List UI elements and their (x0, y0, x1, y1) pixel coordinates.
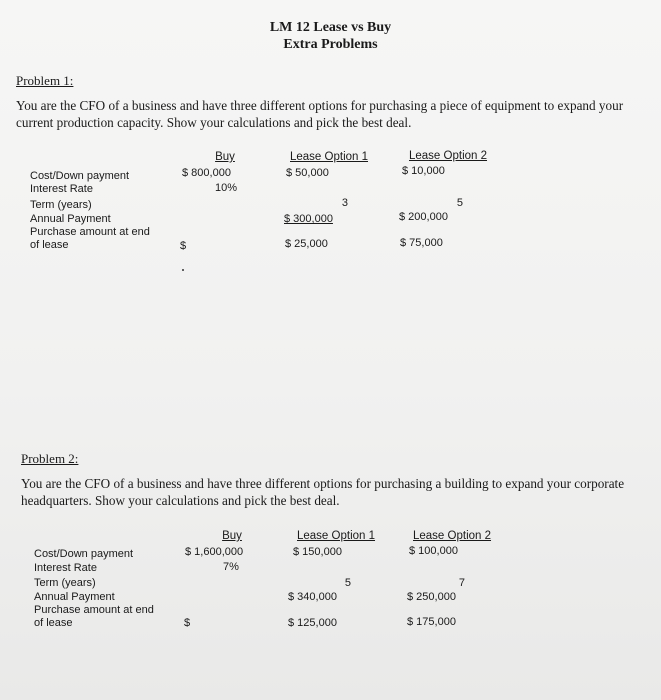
lease2-cost: $ 10,000 (402, 165, 445, 177)
lease1-payment: $ 340,000 (288, 591, 337, 603)
lease2-term: 7 (458, 577, 465, 589)
problem2-heading: Problem 2: (21, 451, 79, 466)
lease2-payment: $ 250,000 (407, 591, 456, 603)
lease1-purchase: $ 25,000 (285, 238, 328, 250)
buy-cost: $ 1,600,000 (185, 546, 244, 558)
row-label: Purchase amount at end (30, 226, 150, 238)
column-header-lease2: Lease Option 2 (413, 530, 492, 542)
lease2-payment: $ 200,000 (399, 211, 448, 223)
lease2-purchase: $ 75,000 (400, 237, 443, 249)
problem1-heading: Problem 1: (16, 73, 74, 88)
lease1-term: 5 (344, 577, 351, 589)
column-header-buy: Buy (215, 151, 235, 163)
buy-purchase: $ (180, 240, 187, 252)
document-title: LM 12 Lease vs Buy (269, 20, 392, 35)
lease1-cost: $ 150,000 (293, 546, 342, 558)
buy-rate: 10% (214, 182, 238, 194)
lease2-term: 5 (456, 197, 463, 209)
lease2-purchase: $ 175,000 (407, 616, 456, 628)
problem2-text: You are the CFO of a business and have three different options for purchasing a building to expand your corporate headquarters. Show your calculations and pick the best deal. (21, 476, 625, 508)
lease1-term: 3 (341, 197, 348, 209)
row-label: of lease (30, 239, 69, 251)
column-header-lease1: Lease Option 1 (297, 530, 376, 542)
row-label: Annual Payment (34, 591, 115, 603)
buy-cost: $ 800,000 (182, 167, 231, 179)
row-label: Annual Payment (30, 213, 111, 225)
ink-dot (182, 269, 184, 271)
problem1-text: You are the CFO of a business and have three different options for purchasing a piece of equipment to expand your current production capacity. Show your calculations and pick the best deal. (16, 98, 624, 130)
row-label: Interest Rate (34, 562, 97, 574)
column-header-lease2: Lease Option 2 (409, 150, 488, 162)
row-label: Term (years) (30, 199, 92, 211)
buy-purchase: $ (184, 617, 191, 629)
buy-rate: 7% (223, 561, 239, 573)
lease2-cost: $ 100,000 (409, 545, 458, 557)
column-header-buy: Buy (222, 530, 242, 542)
row-label: Term (years) (34, 577, 96, 589)
lease1-purchase: $ 125,000 (288, 617, 337, 629)
row-label: Interest Rate (30, 183, 93, 195)
row-label: Cost/Down payment (34, 548, 134, 560)
lease1-payment: $ 300,000 (284, 213, 333, 225)
lease1-cost: $ 50,000 (286, 167, 329, 179)
column-header-lease1: Lease Option 1 (290, 151, 369, 163)
document-subtitle: Extra Problems (283, 37, 378, 52)
row-label: of lease (34, 617, 73, 629)
row-label: Cost/Down payment (30, 170, 130, 182)
row-label: Purchase amount at end (34, 604, 154, 616)
